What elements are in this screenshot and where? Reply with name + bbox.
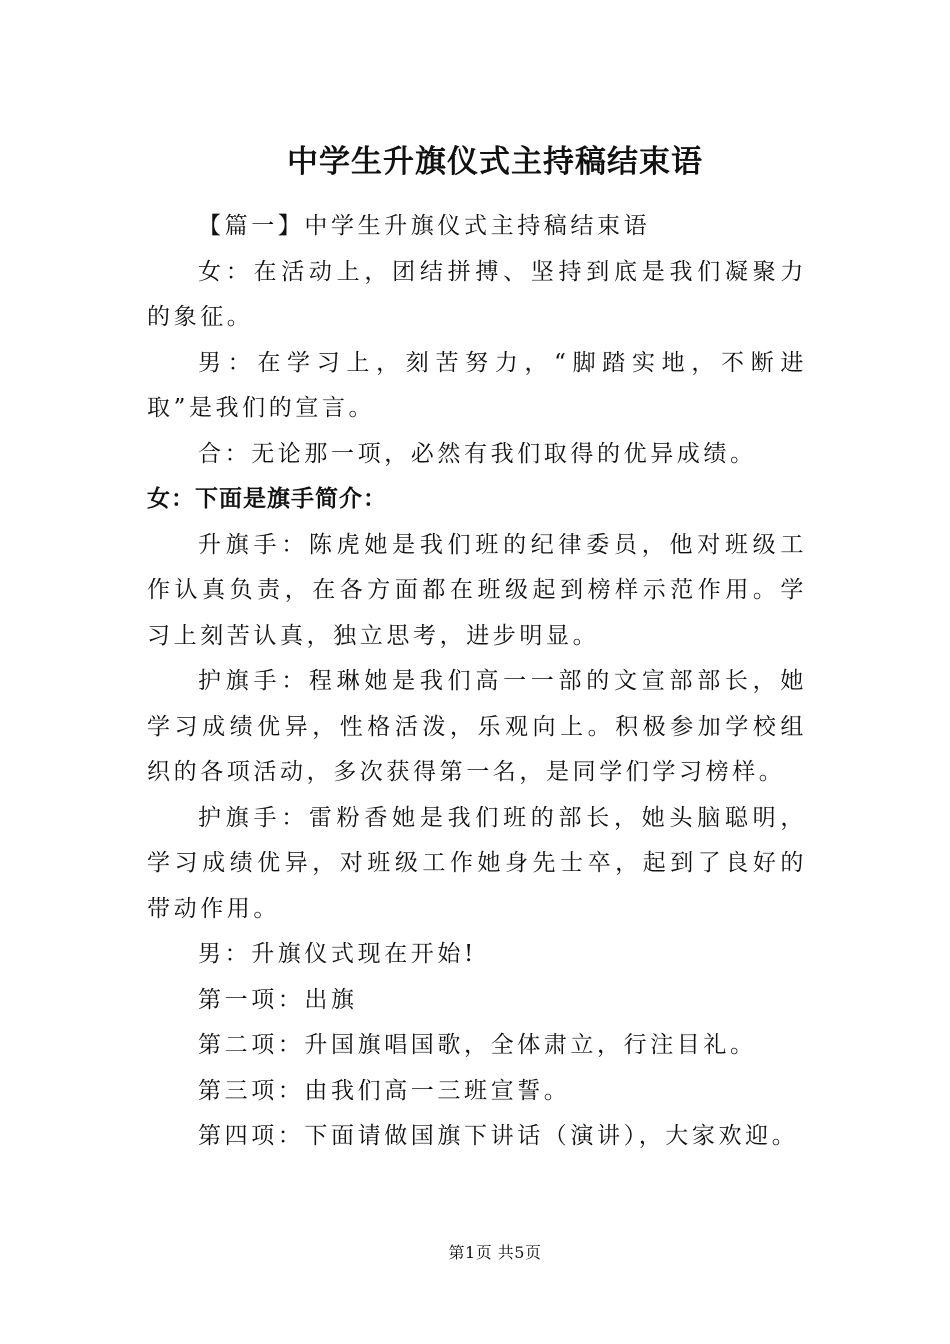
page-number: 第1页 共5页 xyxy=(448,1243,542,1262)
section-heading: 【篇一】中学生升旗仪式主持稿结束语 xyxy=(198,213,651,239)
paragraph-item-3: 第三项：由我们高一三班宣誓。 xyxy=(198,1077,571,1104)
paragraph-together: 合：无论那一项，必然有我们取得的优异成绩。 xyxy=(198,440,757,467)
paragraph-female-1: 女：在活动上，团结拼搏、坚持到底是我们凝聚力的象征。 xyxy=(147,258,807,330)
paragraph-flag-guard-2: 护旗手：雷粉香她是我们班的部长，她头脑聪明，学习成绩优异，对班级工作她身先士卒，起到了良好的带动作用。 xyxy=(147,804,807,922)
document-title: 中学生升旗仪式主持稿结束语 xyxy=(287,144,703,180)
paragraph-male-1: 男：在学习上，刻苦努力，“脚踏实地，不断进取”是我们的宣言。 xyxy=(147,349,807,421)
document-body xyxy=(147,204,807,1160)
paragraph-item-1: 第一项：出旗 xyxy=(198,986,358,1013)
paragraph-item-4: 第四项：下面请做国旗下讲话（演讲），大家欢迎。 xyxy=(198,1123,799,1149)
paragraph-flag-guard-1: 护旗手：程琳她是我们高一一部的文宣部部长，她学习成绩优异，性格活泼，乐观向上。积极参加学校组织的各项活动，多次获得第一名，是同学们学习榜样。 xyxy=(147,668,807,785)
paragraph-item-2: 第二项：升国旗唱国歌，全体肃立，行注目礼。 xyxy=(198,1032,757,1058)
paragraph-flag-raiser: 升旗手：陈虎她是我们班的纪律委员，他对班级工作认真负责，在各方面都在班级起到榜样示范作用。学习上刻苦认真，独立思考，进步明显。 xyxy=(147,531,807,649)
paragraph-ceremony-start: 男：升旗仪式现在开始! xyxy=(198,941,477,967)
paragraph-flag-bearers-intro: 女：下面是旗手简介： xyxy=(147,486,387,512)
